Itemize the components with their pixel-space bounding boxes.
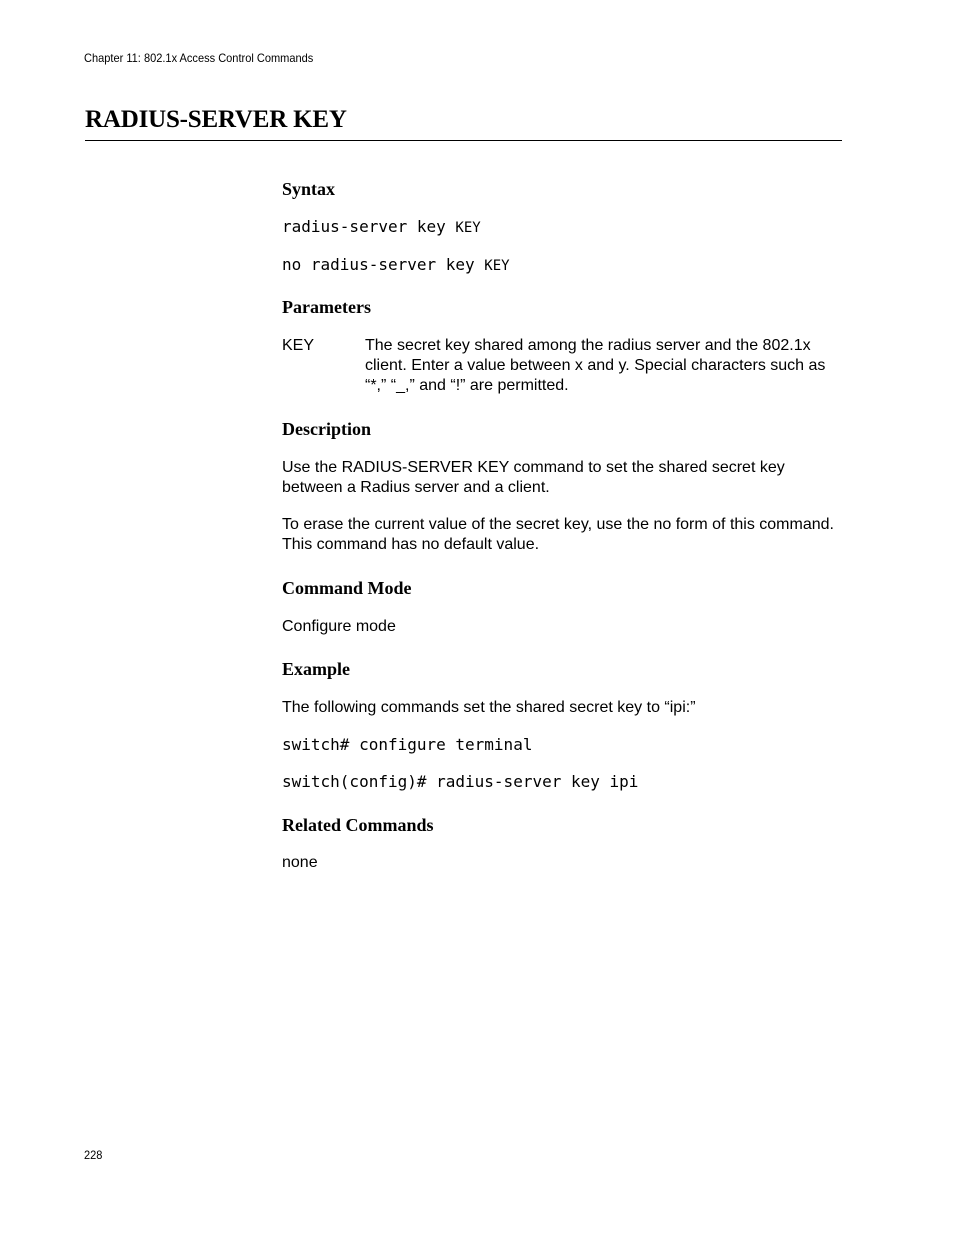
page-number: 228: [84, 1148, 103, 1162]
example-intro: The following commands set the shared secret key to “ipi:”: [282, 699, 696, 716]
description-paragraph-2: To erase the current value of the secret key, use the no form of this command. This command has no default value.: [282, 516, 834, 553]
description-paragraph-1: Use the RADIUS-SERVER KEY command to set the shared secret key between a Radius server and a client.: [282, 459, 785, 496]
command-mode-heading: Command Mode: [282, 578, 412, 598]
related-commands-text: none: [282, 854, 318, 871]
syntax-argument: KEY: [484, 258, 510, 274]
command-mode-text: Configure mode: [282, 618, 396, 635]
example-command-1: switch# configure terminal: [282, 735, 533, 754]
title-rule: [85, 140, 842, 141]
description-heading: Description: [282, 419, 371, 439]
parameter-description: The secret key shared among the radius server and the 802.1x client. Enter a value between x and y. Special characters such as “*,” “_,” and “!” are permitted.: [365, 337, 826, 394]
parameters-heading: Parameters: [282, 297, 371, 317]
syntax-heading: Syntax: [282, 179, 336, 199]
running-head: Chapter 11: 802.1x Access Control Commands: [84, 51, 314, 65]
related-commands-heading: Related Commands: [282, 815, 434, 835]
example-command-2: switch(config)# radius-server key ipi: [282, 772, 639, 791]
syntax-line-1: [282, 217, 481, 236]
syntax-argument: KEY: [455, 220, 481, 236]
page-title: RADIUS-SERVER KEY: [85, 106, 347, 133]
syntax-line-2: [282, 255, 510, 274]
syntax-command: no radius-server key: [282, 255, 485, 274]
parameter-name: KEY: [282, 337, 315, 354]
example-heading: Example: [282, 659, 351, 679]
syntax-command: radius-server key: [282, 217, 456, 236]
